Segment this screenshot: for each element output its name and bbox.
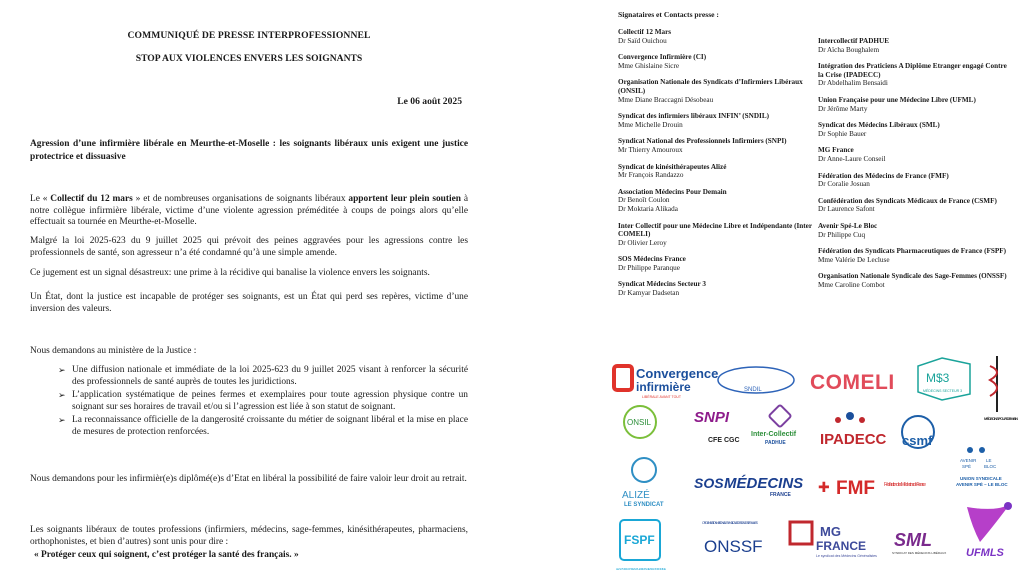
ufmls-figure-icon xyxy=(967,504,1010,542)
signatory-org-name: Syndicat National des Professionnels Infirmiers (SNPI) xyxy=(618,137,787,146)
signatories-title: Signataires et Contacts presse : xyxy=(618,10,719,19)
snake-icon xyxy=(990,366,997,396)
medecins-secteur-3-logo xyxy=(918,358,970,400)
logo-text: MÉDECINS POUR DEMAIN xyxy=(984,416,1018,421)
mg-france-logo xyxy=(790,522,877,558)
demand-item xyxy=(58,365,468,388)
signatory-entry xyxy=(618,28,813,45)
signatory-contact: Dr Aïcha Boughalem xyxy=(818,45,880,54)
headline: Agression d’une infirmière libérale en Meurthe-et-Moselle : les soignants libéraux unis exigent une justice protectrice et dissuasive xyxy=(30,139,468,162)
arrow-bullet-icon: ➢ xyxy=(58,415,66,426)
signatory-entry xyxy=(618,280,813,297)
demand-item xyxy=(58,390,468,413)
logo-text: ALIZÉ xyxy=(622,490,650,501)
paragraph-4: Un État, dont la justice est incapable de protéger ses soignants, est un État qui perd ses repères, victime d’une inversion des valeurs. xyxy=(30,292,468,314)
comeli-logo xyxy=(810,371,895,394)
logo-text: COMELI xyxy=(810,371,895,394)
logo-text: SYNDICAT DES MÉDECINS LIBÉRAUX xyxy=(892,551,947,555)
signatory-entry xyxy=(818,197,1013,214)
signatory-org-name: Collectif 12 Mars xyxy=(618,28,672,36)
arrow-bullet-icon: ➢ xyxy=(58,390,66,401)
signatory-org-name: Fédération des Syndicats Pharmaceutiques de France (FSPF) xyxy=(818,247,1007,256)
p1-collectif: Collectif du 12 mars xyxy=(50,194,133,204)
logo-text: SML xyxy=(894,530,932,550)
signatory-org-name: Intercollectif PADHUE xyxy=(818,37,889,45)
logo-text: SNDIL xyxy=(744,387,762,393)
ufmls-logo xyxy=(966,502,1012,559)
signatory-entry xyxy=(618,112,813,129)
logo-text: SNPI xyxy=(694,409,730,426)
signatories-column-2 xyxy=(818,37,1013,297)
fmf-star-icon: ✚ xyxy=(818,479,830,495)
signatory-entry xyxy=(618,53,813,70)
logo-text: LE SYNDICAT xyxy=(624,502,664,508)
logo-text: FSPF xyxy=(624,533,655,547)
medecins-pour-demain-logo xyxy=(984,356,1018,421)
logo-text: AVENIR SPÉ – LE BLOC xyxy=(956,482,1008,487)
logo-text: BLOC xyxy=(984,464,997,469)
person-icon xyxy=(835,417,841,423)
signatory-org-name: Syndicat Médecins Secteur 3 xyxy=(618,280,706,289)
logo-text: FMF xyxy=(836,478,876,499)
signatory-contact: Dr Abdelhalim Bensaidi xyxy=(818,79,888,88)
sndil-logo xyxy=(718,367,794,393)
signatory-org-name: Organisation Nationale Syndicale des Sage-Femmes (ONSSF) xyxy=(818,272,1007,281)
padhue-diamond-icon xyxy=(769,405,792,428)
logo-text: MG xyxy=(820,524,841,539)
signatory-entry xyxy=(618,188,813,214)
paragraph-3: Ce jugement est un signal désastreux: une prime à la récidive qui banalise la violence envers les soignants. xyxy=(30,268,430,278)
logo-text: LIBÉRALE AVANT TOUT xyxy=(642,395,681,399)
sos-medecins-logo xyxy=(694,475,803,498)
logo-text: Fédération des Médecins de France xyxy=(884,482,926,488)
logo-text: IPADECC xyxy=(820,431,887,448)
demand-text: L’application systématique de peines fermes et exemplaires pour toute agression physique contre un soignant sur ses horaires de travail et/ou si l’agression est liée à son statut de soignant. xyxy=(72,390,468,412)
sml-logo xyxy=(892,530,946,555)
ufmls-head-icon xyxy=(1004,502,1012,510)
logo-text: infirmière xyxy=(636,380,691,394)
signatory-entry xyxy=(818,247,1013,264)
logo-text: AVENIR xyxy=(960,458,977,463)
logo-text: MÉDECINS SECTEUR 3 xyxy=(923,389,963,393)
demand-item xyxy=(58,415,468,438)
signatory-org-name: Union Française pour une Médecine Libre (UFML) xyxy=(818,95,976,104)
press-release-text xyxy=(30,0,468,576)
person-icon xyxy=(859,417,865,423)
logo-text: CFE CGC xyxy=(708,437,740,444)
logo-text: Inter-Collectif xyxy=(751,431,797,438)
paragraph-2: Malgré la loi 2025-623 du 9 juillet 2025 qui prévoit des peines aggravées pour les agressions contre les professionnels de santé, son agresseur n’a été condamné qu’à une simple amende. xyxy=(30,236,468,258)
signatory-entry xyxy=(618,78,813,104)
logo-text: FRANCE xyxy=(816,539,866,553)
signatory-contact: Mme Valérie De Lecluse xyxy=(818,255,890,264)
ipadecc-logo xyxy=(820,412,887,448)
signatory-contact: Mr François Randazzo xyxy=(618,171,684,180)
signatory-entry xyxy=(618,163,813,180)
logo-text: UFMLS xyxy=(966,547,1004,559)
convergence-cross-icon xyxy=(614,366,632,390)
signatory-org-name: Fédération des Médecins de France (FMF) xyxy=(818,171,949,180)
dot-icon xyxy=(979,447,985,453)
signatory-contact: Dr Benoît Coulon xyxy=(618,196,670,205)
signatory-entry xyxy=(618,222,813,248)
signatory-contact: Dr Anne-Laure Conseil xyxy=(818,154,886,163)
p1-text-a: Le « xyxy=(30,194,51,204)
paragraph-7: Les soignants libéraux de toutes professions (infirmiers, médecins, sage-femmes, kinésithérapeutes, pharmaciens, orthophonistes, et bien d’autres) sont unis pour dire : xyxy=(30,525,468,547)
signatory-contact: Dr Philippe Cuq xyxy=(818,230,866,239)
signatory-org-name: Syndicat des Médecins Libéraux (SML) xyxy=(818,121,940,130)
logo-text: M$3 xyxy=(926,371,950,385)
logos-svg xyxy=(612,352,1022,576)
signatory-org-name: Intégration des Praticiens A Diplôme Etranger engagé Contre la Crise (IPADECC) xyxy=(818,62,1007,79)
signatory-org-name: Syndicat de kinésithérapeutes Alizé xyxy=(618,162,727,171)
csmf-logo xyxy=(902,416,934,448)
fmf-logo xyxy=(818,478,926,499)
document-kind: COMMUNIQUÉ DE PRESSE INTERPROFESSIONNEL xyxy=(127,30,371,41)
signatory-entry xyxy=(818,172,1013,189)
alize-figure-icon xyxy=(632,458,656,482)
signatory-org-name: MG France xyxy=(818,146,854,155)
avenir-spe-le-bloc-logo xyxy=(956,447,1008,487)
signatory-entry xyxy=(818,222,1013,239)
paragraph-5: Nous demandons au ministère de la Justice : xyxy=(30,346,197,356)
signatory-contact: Dr Moktaria Alikada xyxy=(618,204,678,213)
fspf-logo xyxy=(616,520,666,571)
padhue-logo xyxy=(751,405,797,446)
signatory-contact: Dr Coralie Josuan xyxy=(818,180,870,189)
signatory-org-name: Association Médecins Pour Demain xyxy=(618,187,727,196)
document-title: STOP AUX VIOLENCES ENVERS LES SOIGNANTS xyxy=(135,53,363,64)
onssf-logo xyxy=(702,521,763,556)
signatory-org-name: Avenir Spé-Le Bloc xyxy=(818,221,878,230)
signatory-contact: Dr Philippe Paranque xyxy=(618,263,680,272)
closing-quote: « Protéger ceux qui soignent, c’est protéger la santé des français. » xyxy=(34,550,299,560)
signatory-entry xyxy=(818,146,1013,163)
snpi-logo xyxy=(694,409,740,444)
signatory-org-name: Confédération des Syndicats Médicaux de France (CSMF) xyxy=(818,196,997,205)
signatory-org-name: Organisation Nationale des Syndicats d’Infirmiers Libéraux (ONSIL) xyxy=(618,78,803,95)
signatory-contact: Mme Caroline Combot xyxy=(818,280,885,289)
demand-text: Une diffusion nationale et immédiate de la loi 2025-623 du 9 juillet 2025 visant à renforcer la sécurité des professionnels de santé auprès de toutes les juridictions. xyxy=(72,365,468,387)
logo-text: Convergence xyxy=(636,366,719,381)
signatory-contact: Mme Ghislaine Sicre xyxy=(618,61,680,70)
person-icon xyxy=(846,412,854,420)
demands-list xyxy=(58,365,468,441)
demand-text: La reconnaissance officielle de la dangerosité croissante du métier de soignant libéral et la mise en place de mesures de protection renforcées. xyxy=(72,415,468,437)
signatory-contact: Dr Olivier Leroy xyxy=(618,238,667,247)
signatory-contact: Dr Laurence Safont xyxy=(818,205,875,214)
logo-text: UNION SYNDICALE xyxy=(960,476,1002,481)
p1-text-c: » et de nombreuses organisations de soignants libéraux xyxy=(132,194,349,204)
logos-grid xyxy=(612,352,1022,576)
mg-square-icon xyxy=(790,522,812,544)
signatory-org-name: SOS Médecins France xyxy=(618,255,686,264)
signatory-entry xyxy=(618,137,813,154)
arrow-bullet-icon: ➢ xyxy=(58,365,66,375)
logo-text: SPÉ xyxy=(962,464,972,469)
signatory-contact: Mr Thierry Amouroux xyxy=(618,145,683,154)
logo-text: ONSSF xyxy=(704,537,763,556)
logo-text: LE xyxy=(986,458,992,463)
logo-text: ONSIL xyxy=(627,418,652,427)
logo-text: Le syndicat des Médecins Généralistes xyxy=(816,554,877,558)
convergence-infirmiere-logo xyxy=(614,366,718,399)
alize-logo xyxy=(622,458,664,508)
p1-text-e: à notre collègue infirmière libérale, victime d’une violente agression préméditée à coups de poings alors qu’elle effectuait sa tournée en Meurthe-et-Moselle. xyxy=(30,194,469,228)
logo-text: MÉDECINS xyxy=(724,475,804,492)
p1-soutien: apportent leur plein soutien xyxy=(348,194,461,204)
document-date: Le 06 août 2025 xyxy=(397,96,462,107)
signatory-contact: Dr Saïd Ouichou xyxy=(618,36,667,45)
onsil-logo xyxy=(624,406,656,438)
logo-text: ORGANISATION NATIONALE SYNDICALE DES SAGES-FEMMES xyxy=(702,521,758,525)
logo-text: csmf xyxy=(902,433,933,448)
signatory-org-name: Convergence Infirmière (CI) xyxy=(618,53,707,62)
signatory-entry xyxy=(818,62,1013,88)
dot-icon xyxy=(967,447,973,453)
signatory-entry xyxy=(818,272,1013,289)
signatory-entry xyxy=(818,37,1013,54)
signatory-entry xyxy=(818,121,1013,138)
signatory-contact: Dr Kamyar Dadsetan xyxy=(618,289,680,298)
paragraph-6: Nous demandons pour les infirmièr(e)s diplômé(e)s d’Etat en libéral la possibilité de faire valoir leur droit au retrait. xyxy=(30,474,467,484)
logo-text: PADHUE xyxy=(765,440,786,446)
signatory-contact: Mme Diane Braccagni Désobeau xyxy=(618,95,714,104)
signatory-entry xyxy=(818,96,1013,113)
paragraph-1 xyxy=(30,194,468,229)
signatory-org-name: Syndicat des infirmiers libéraux INFIN’ (SNDIL) xyxy=(618,112,770,121)
logo-text: FRANCE xyxy=(770,492,791,498)
signatory-org-name: Inter Collectif pour une Médecine Libre et Indépendante (Inter COMELI) xyxy=(618,221,812,239)
signatories-column-1 xyxy=(618,28,813,306)
signatory-contact: Dr Jérôme Marty xyxy=(818,104,868,113)
logo-text: LE SYNDICAT DES PHARMACIENS D'OFFICINE xyxy=(616,567,666,571)
signatory-contact: Mme Michelle Drouin xyxy=(618,120,683,129)
logo-text: SOS xyxy=(694,475,724,491)
signatory-entry xyxy=(618,255,813,272)
signatory-contact: Dr Sophie Bauer xyxy=(818,129,867,138)
